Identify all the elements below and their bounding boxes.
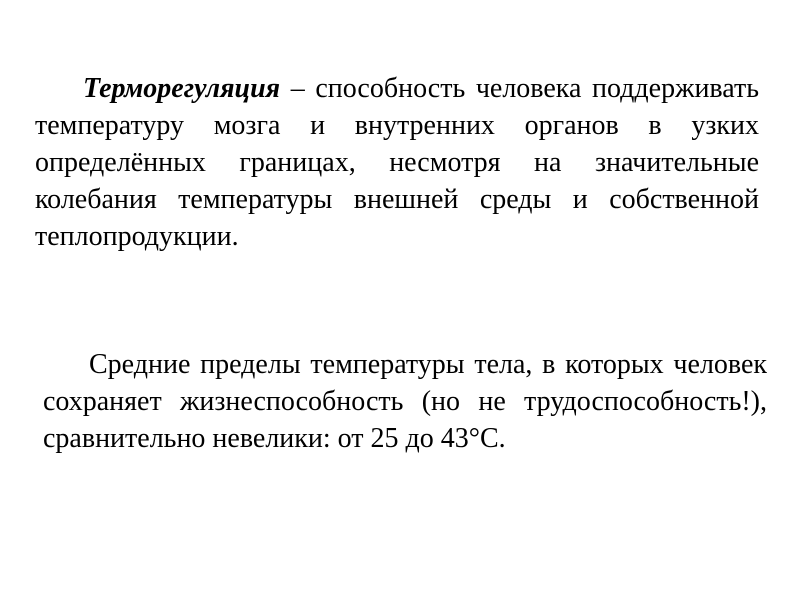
definition-text: – способность человека поддерживать температуру мозга и внутренних органов в узких определённых границах, несмотря на значительные колебания температуры внешней среды и собственной теплопродукции. — [35, 73, 759, 252]
definition-paragraph — [35, 70, 759, 255]
temperature-limits-paragraph — [43, 346, 767, 457]
term-thermoregulation: Терморегуляция — [83, 73, 281, 104]
temperature-limits-text: Средние пределы температуры тела, в которых человек сохраняет жизнеспособность (но не трудоспособность!), сравнительно невелики: от 25 до 43°С. — [43, 349, 767, 454]
